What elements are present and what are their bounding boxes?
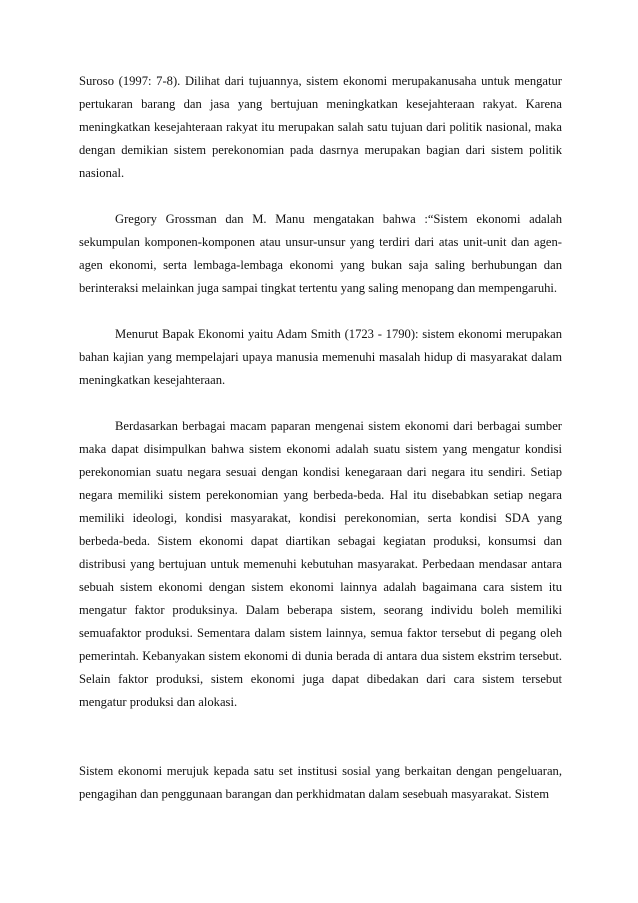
paragraph-grossman: Gregory Grossman dan M. Manu mengatakan bahwa :“Sistem ekonomi adalah sekumpulan komponen-komponen atau unsur-unsur yang terdiri dari atas unit-unit dan agen-agen ekonomi, serta lembaga-lembaga ekonomi yang bukan saja saling berhubungan dan berinteraksi melainkan juga sampai tingkat tertentu yang saling menopang dan mempengaruhi. <box>79 212 562 295</box>
paragraph-suroso: Suroso (1997: 7-8). Dilihat dari tujuannya, sistem ekonomi merupakanusaha untuk mengatur pertukaran barang dan jasa yang bertujuan meningkatkan kesejahteraan rakyat. Karena meningkatkan kesejahteraan rakyat itu merupakan salah satu tujuan dari politik nasional, maka dengan demikian sistem perekonomian pada dasrnya merupakan bagian dari sistem politik nasional. <box>79 74 562 180</box>
paragraph-conclusion: Berdasarkan berbagai macam paparan mengenai sistem ekonomi dari berbagai sumber maka dapat disimpulkan bahwa sistem ekonomi adalah suatu sistem yang mengatur kondisi perekonomian suatu negara sesuai dengan kondisi kenegaraan dari negara itu sendiri. Setiap negara memiliki sistem perekonomian yang berbeda-beda. Hal itu disebabkan setiap negara memiliki ideologi, kondisi masyarakat, kondisi perekonomian, serta kondisi SDA yang berbeda-beda. Sistem ekonomi dapat diartikan sebagai kegiatan produksi, konsumsi dan distribusi yang bertujuan untuk memenuhi kebutuhan masyarakat. Perbedaan mendasar antara sebuah sistem ekonomi dengan sistem ekonomi lainnya adalah bagaimana cara sistem itu mengatur faktor produksinya. Dalam beberapa sistem, seorang individu boleh memiliki semuafaktor produksi. Sementara dalam sistem lainnya, semua faktor tersebut di pegang oleh pemerintah. Kebanyakan sistem ekonomi di dunia berada di antara dua sistem ekstrim tersebut. Selain faktor produksi, sistem ekonomi juga dapat dibedakan dari cara sistem tersebut mengatur produksi dan alokasi. <box>79 419 562 709</box>
paragraph-definition: Sistem ekonomi merujuk kepada satu set institusi sosial yang berkaitan dengan pengeluaran, pengagihan dan penggunaan barangan dan perkhidmatan dalam sesebuah masyarakat. Sistem <box>79 764 562 801</box>
paragraph-adam-smith: Menurut Bapak Ekonomi yaitu Adam Smith (1723 - 1790): sistem ekonomi merupakan bahan kajian yang mempelajari upaya manusia memenuhi masalah hidup di masyarakat dalam meningkatkan kesejahteraan. <box>79 327 562 387</box>
